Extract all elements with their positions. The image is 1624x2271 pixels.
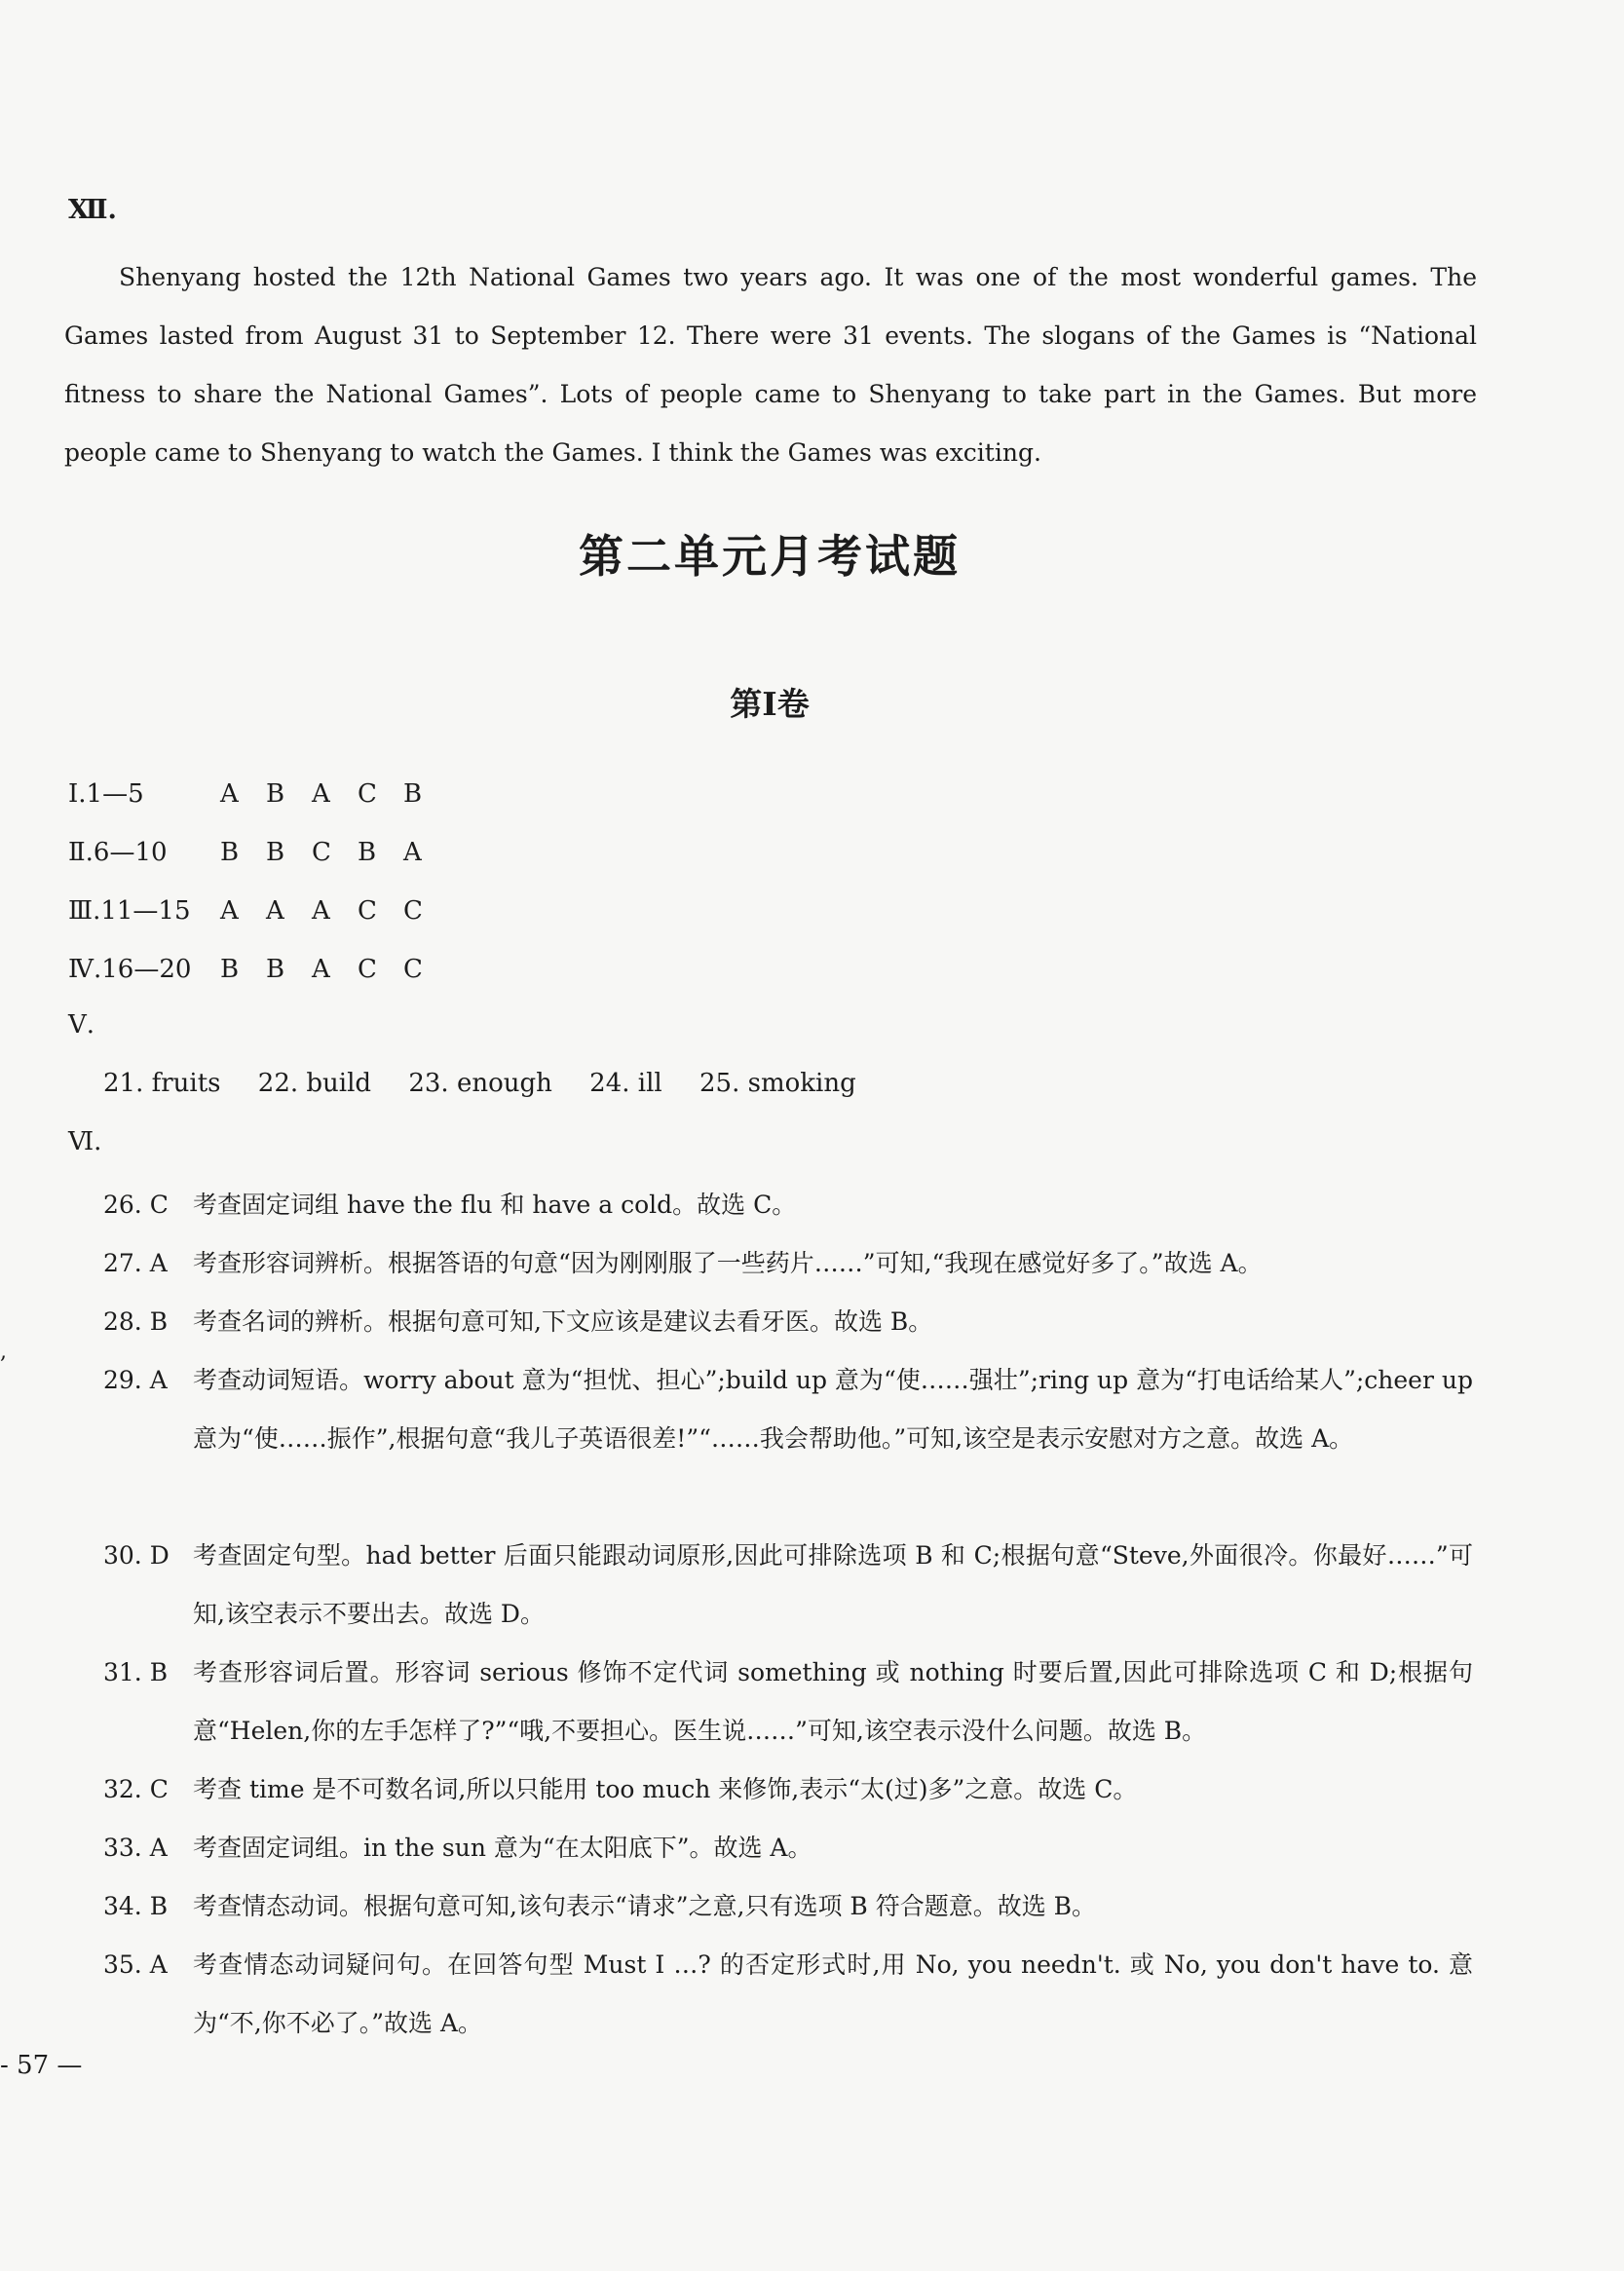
answer-letter: B: [266, 955, 285, 984]
explanation-number: 30. D: [103, 1541, 170, 1570]
explanation-item: [103, 1234, 1473, 1293]
explanation-text: 考查固定句型。had better 后面只能跟动词原形,因此可排除选项 B 和 C;根据句意“Steve,外面很冷。你最好……”可知,该空表示不要出去。故选 D。: [193, 1541, 1473, 1628]
section-xiii-paragraph: Shenyang hosted the 12th National Games two years ago. It was one of the most wonderful games. The Games lasted from August 31 to September 12. There were 31 events. The slogans of the Games is “National fitness to share the National Games”. Lots of people came to Shenyang to take part in the Games. But more people came to Shenyang to watch the Games. I think the Games was exciting.: [64, 263, 1477, 467]
answer-letter: C: [358, 955, 377, 984]
fill-answer: 24. ill: [589, 1069, 662, 1098]
fill-answer: 23. enough: [408, 1069, 552, 1098]
answer-letter: C: [358, 896, 377, 926]
answer-row-label: Ⅰ.1—5: [68, 779, 144, 809]
explanation-text: 考查情态动词。根据句意可知,该句表示“请求”之意,只有选项 B 符合题意。故选 B。: [193, 1892, 1097, 1920]
explanation-number: 34. B: [103, 1892, 169, 1920]
answer-row: [68, 779, 449, 818]
answer-letter: B: [220, 955, 240, 984]
section-xiii-label: Ⅻ.: [68, 195, 117, 225]
explanation-number: 31. B: [103, 1658, 169, 1686]
explanation-number: 27. A: [103, 1249, 168, 1277]
fill-answer: 22. build: [257, 1069, 372, 1098]
explanation-item: [103, 1760, 1473, 1819]
explanation-item: [103, 1351, 1473, 1468]
page-title: 第二单元月考试题: [579, 530, 961, 583]
page-number: - 57 —: [0, 2051, 83, 2080]
edge-mark: ,: [0, 1340, 7, 1364]
explanation-item: [103, 1527, 1473, 1644]
explanation-number: 32. C: [103, 1775, 169, 1803]
explanation-item: [103, 1819, 1473, 1877]
explanation-text: 考查固定词组。in the sun 意为“在太阳底下”。故选 A。: [193, 1834, 812, 1862]
answer-letter: A: [312, 779, 330, 809]
explanation-text: 考查名词的辨析。根据句意可知,下文应该是建议去看牙医。故选 B。: [193, 1307, 933, 1336]
explanation-text: 考查固定词组 have the flu 和 have a cold。故选 C。: [193, 1191, 797, 1219]
explanation-item: [103, 1877, 1473, 1936]
answer-letter: A: [312, 955, 330, 984]
answer-letter: B: [403, 779, 423, 809]
answer-letter: C: [358, 779, 377, 809]
explanation-text: 考查 time 是不可数名词,所以只能用 too much 来修饰,表示“太(过)多”之意。故选 C。: [193, 1775, 1138, 1803]
answer-row: [68, 838, 449, 877]
explanation-item: [103, 1936, 1473, 2053]
explanation-text: 考查形容词辨析。根据答语的句意“因为刚刚服了一些药片……”可知,“我现在感觉好多了。”故选 A。: [193, 1249, 1263, 1277]
section-v-answers: [103, 1069, 886, 1098]
explanation-text: 考查动词短语。worry about 意为“担忧、担心”;build up 意为“使……强壮”;ring up 意为“打电话给某人”;cheer up 意为“使……振作”,根据句意“我儿子英语很差!”“……我会帮助他。”可知,该空是表示安慰对方之意。故选 A。: [193, 1366, 1473, 1453]
answer-row-label: Ⅳ.16—20: [68, 955, 192, 984]
answer-letter: A: [220, 779, 239, 809]
explanation-number: 35. A: [103, 1950, 168, 1979]
answer-letter: A: [220, 896, 239, 926]
answer-letter: C: [403, 955, 423, 984]
explanation-item: [103, 1644, 1473, 1760]
explanation-number: 29. A: [103, 1366, 168, 1394]
answer-letter: B: [266, 779, 285, 809]
explanation-text: 考查形容词后置。形容词 serious 修饰不定代词 something 或 nothing 时要后置,因此可排除选项 C 和 D;根据句意“Helen,你的左手怎样了?”“哦,不要担心。医生说……”可知,该空表示没什么问题。故选 B。: [193, 1658, 1473, 1745]
answer-row-label: Ⅲ.11—15: [68, 896, 191, 926]
section-v-label: Ⅴ.: [68, 1010, 95, 1040]
answer-row: [68, 955, 449, 994]
fill-answer: 25. smoking: [699, 1069, 856, 1098]
explanation-number: 28. B: [103, 1307, 169, 1336]
answer-letter: B: [266, 838, 285, 867]
answer-letter: B: [220, 838, 240, 867]
answer-letter: A: [403, 838, 422, 867]
answer-letter: A: [312, 896, 330, 926]
explanation-number: 26. C: [103, 1191, 169, 1219]
answer-row-label: Ⅱ.6—10: [68, 838, 168, 867]
answer-row: [68, 896, 449, 935]
answer-letter: C: [312, 838, 331, 867]
volume-subtitle: 第Ⅰ卷: [730, 685, 810, 723]
section-vi-label: Ⅵ.: [68, 1127, 102, 1156]
explanation-item: [103, 1293, 1473, 1351]
answer-letter: C: [403, 896, 423, 926]
fill-answer: 21. fruits: [103, 1069, 221, 1098]
explanation-number: 33. A: [103, 1834, 168, 1862]
explanation-text: 考查情态动词疑问句。在回答句型 Must I …? 的否定形式时,用 No, you needn't. 或 No, you don't have to. 意为“不,你不必了。”故选 A。: [193, 1950, 1473, 2037]
answer-letter: A: [266, 896, 284, 926]
answer-letter: B: [358, 838, 377, 867]
explanation-item: [103, 1176, 1473, 1234]
